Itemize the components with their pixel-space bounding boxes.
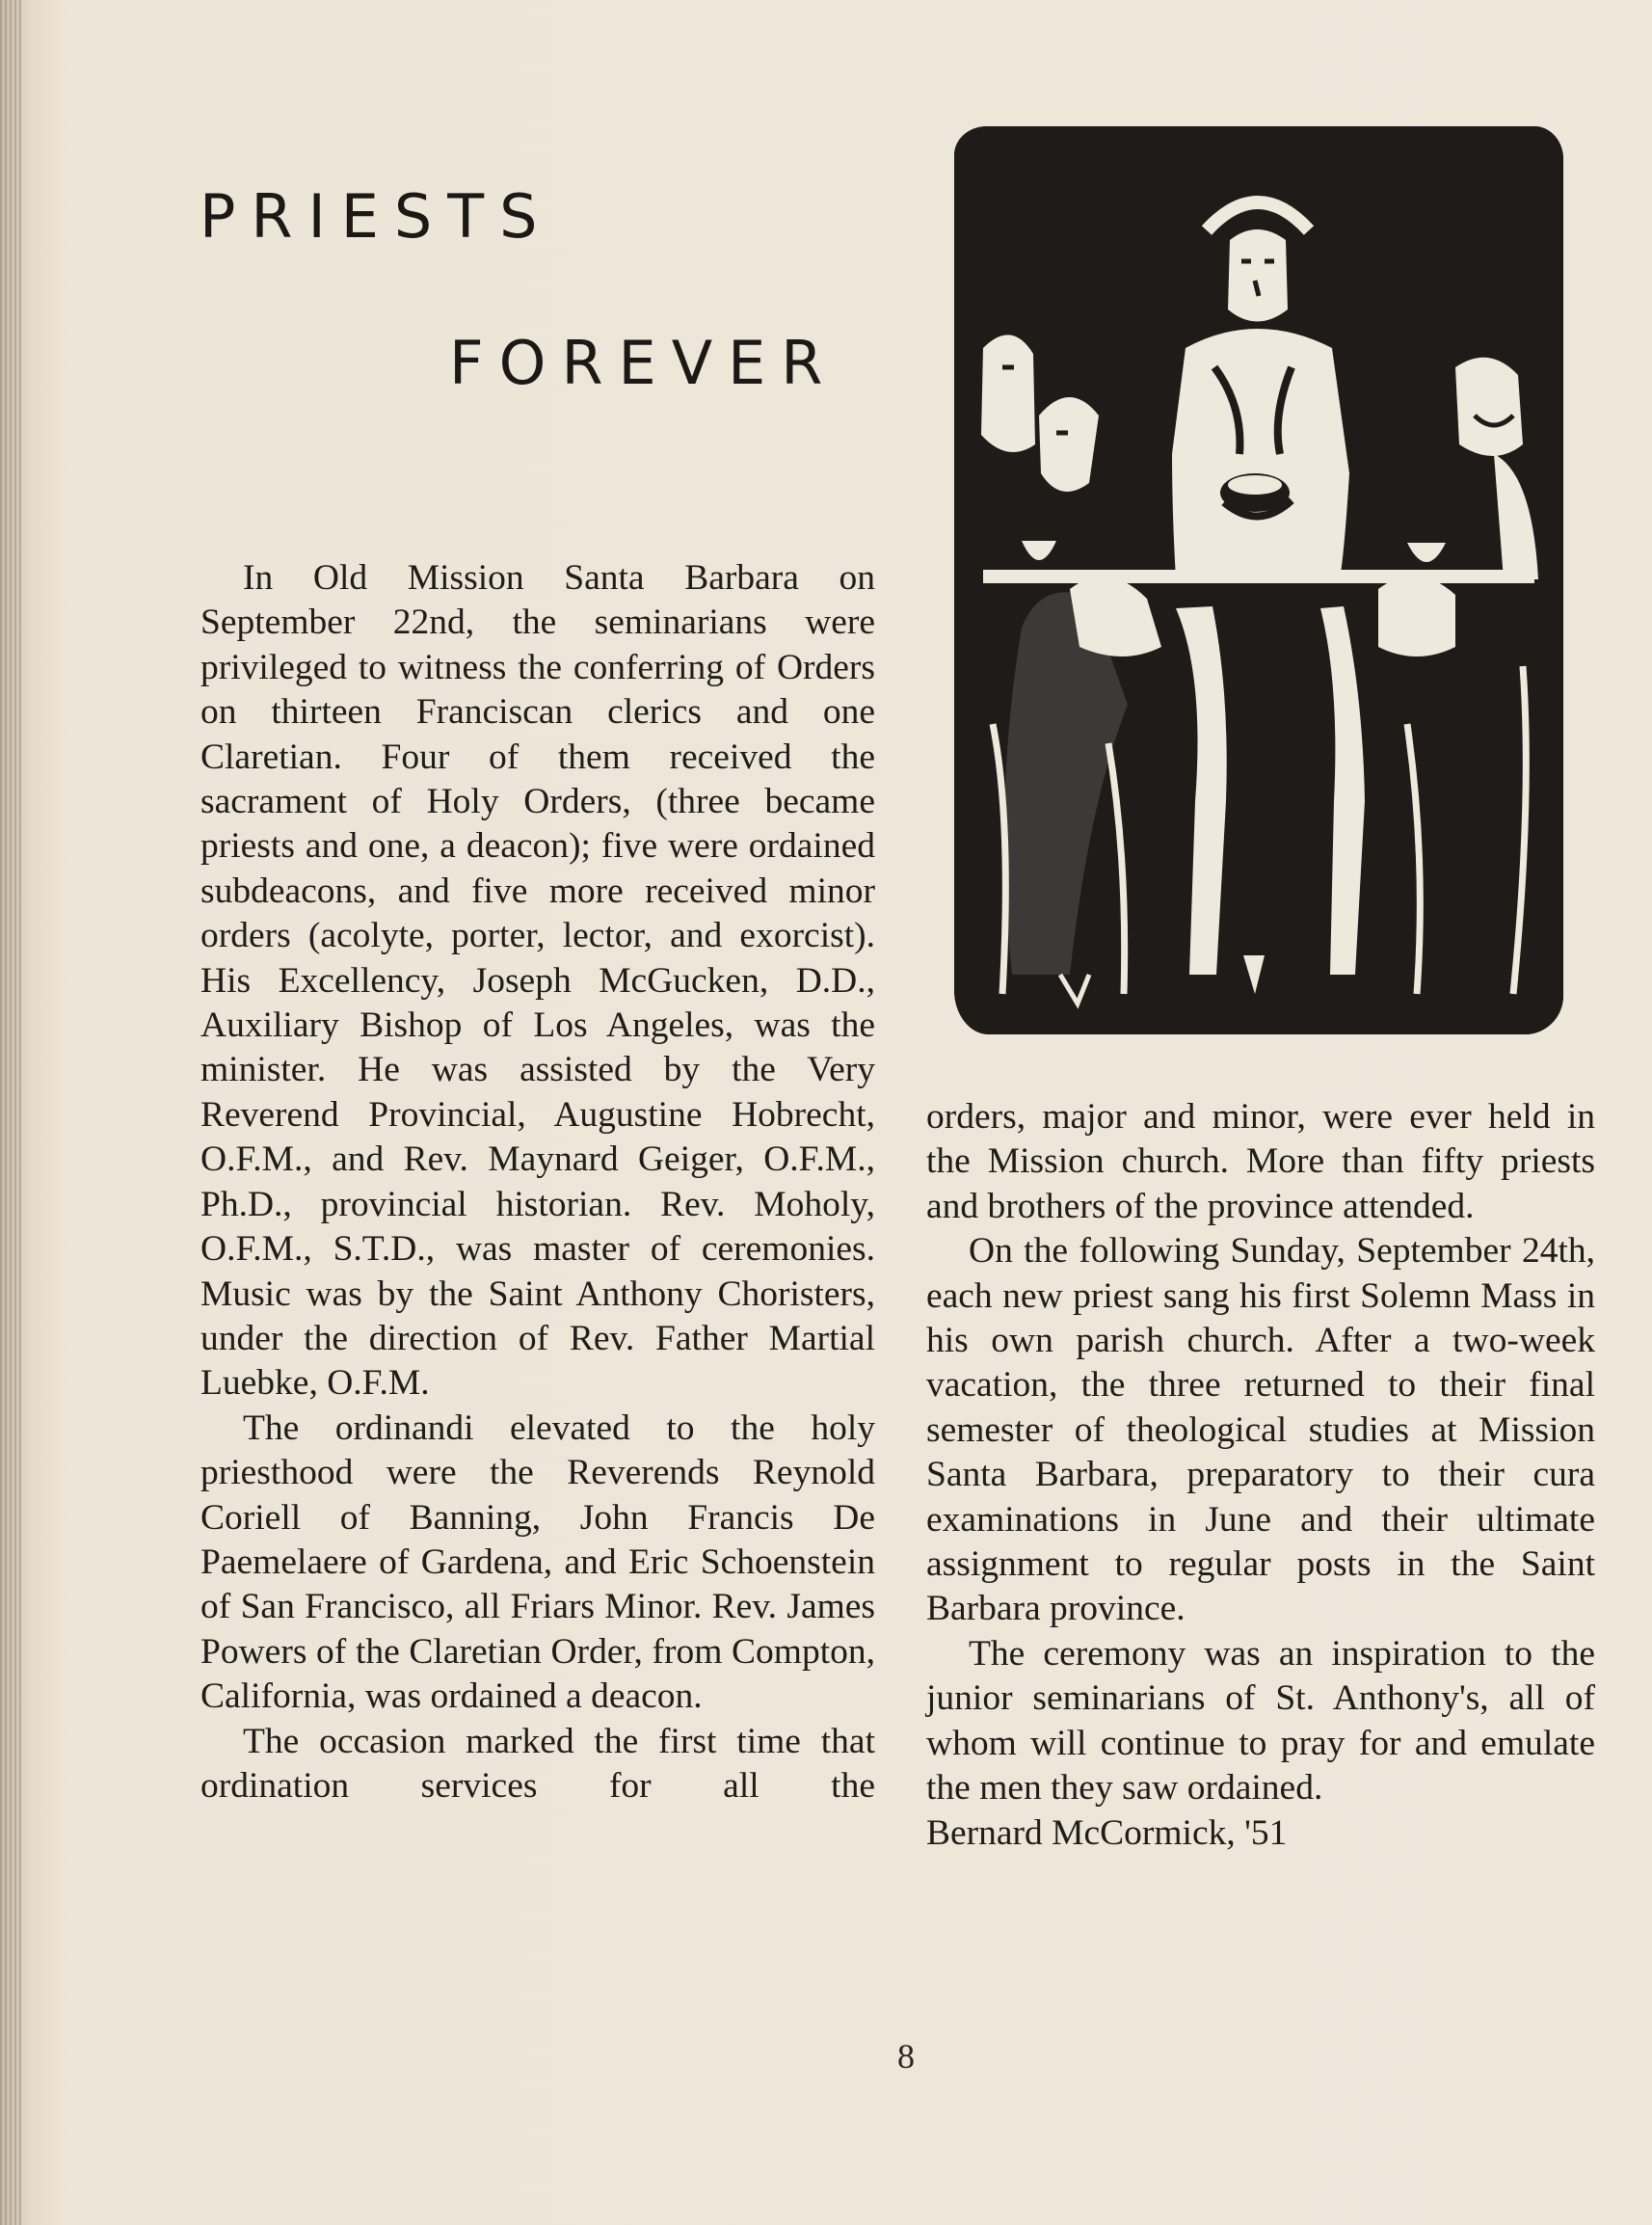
page-number: 8 xyxy=(897,2037,915,2076)
paragraph: orders, major and minor, were ever held in the Mission church. More than fifty priests and brothers of the province attended. xyxy=(926,1097,1595,1226)
title-line-2: FOREVER xyxy=(449,328,839,398)
page-binding-edge xyxy=(0,0,21,2225)
paragraph: The occasion marked the first time that ordination services for all the xyxy=(200,1721,875,1806)
title-line-1: PRIESTS xyxy=(200,181,553,252)
paragraph: The ordinandi elevated to the holy priesthood were the Reverends Reynold Coriell of Banning, John Francis De Paemelaere of Gardena, and Eric Schoenstein of San Francisco, all Friars Minor. Rev. James Powers of the Claretian Order, from Compton, California, was ordained a deacon. xyxy=(200,1407,875,1717)
paragraph: In Old Mission Santa Barbara on September 22nd, the seminarians were privileged to witness the conferring of Orders on thirteen Franciscan clerics and one Claretian. Four of them received the sacrament of Holy Orders, (three became priests and one, a deacon); five were ordained subdeacons, and five more received minor orders (acolyte, porter, lector, and exorcist). His Excellency, Joseph McGucken, D.D., Auxiliary Bishop of Los Angeles, was the minister. He was assisted by the Very Reverend Provincial, Augustine Hobrecht, O.F.M., and Rev. Maynard Geiger, O.F.M., Ph.D., provincial historian. Rev. Moholy, O.F.M., S.T.D., was master of ceremonies. Music was by the Saint Anthony Choristers, under the direction of Rev. Father Martial Luebke, O.F.M. xyxy=(200,558,875,1404)
ordination-woodcut-illustration xyxy=(954,126,1563,1034)
author-signature: Bernard McCormick, '51 xyxy=(926,1812,1288,1853)
article-right-column xyxy=(926,1095,1595,1856)
paragraph: The ceremony was an inspiration to the junior seminarians of St. Anthony's, all of whom will continue to pray for and emulate the men they saw ordained. xyxy=(926,1633,1595,1809)
paragraph: On the following Sunday, September 24th, each new priest sang his first Solemn Mass in his own parish church. After a two-week vacation, the three returned to their final semester of theological studies at Mission Santa Barbara, preparatory to their cura examinations in June and their ultimate assignment to regular posts in the Saint Barbara province. xyxy=(926,1231,1595,1629)
article-left-column xyxy=(200,556,875,1809)
